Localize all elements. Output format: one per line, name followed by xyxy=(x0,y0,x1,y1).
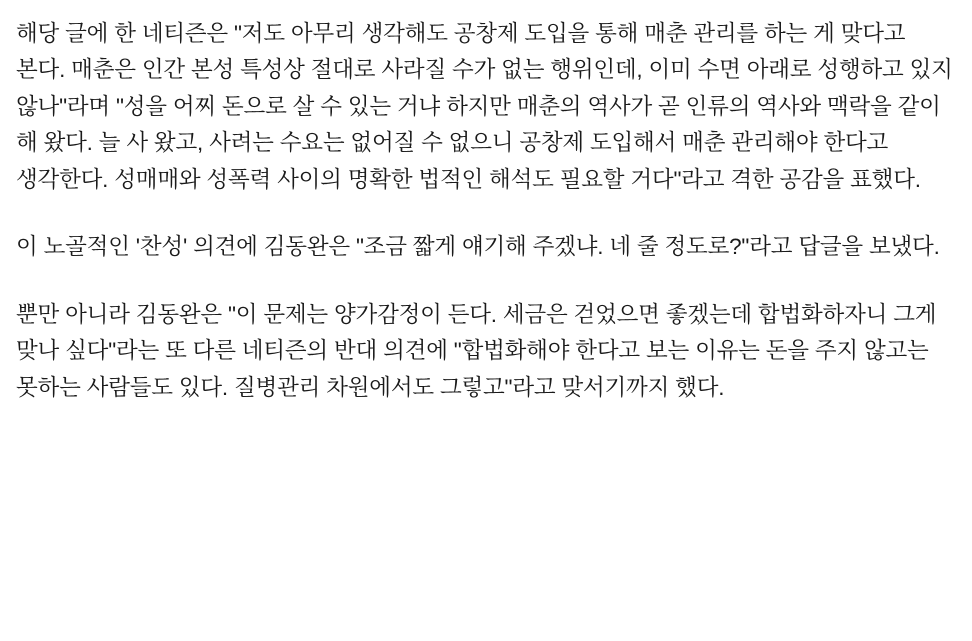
article-paragraph-3: 뿐만 아니라 김동완은 "이 문제는 양가감정이 든다. 세금은 걷었으면 좋겠는데 합법화하자니 그게 맞나 싶다"라는 또 다른 네티즌의 반대 의견에 "합법화해야 한다고 보는 이유는 돈을 주지 않고는 못하는 사람들도 있다. 질병관리 차원에서도 그렇고"라고 맞서기까지 했다. xyxy=(16,301,937,400)
article-paragraph-1: 해당 글에 한 네티즌은 "저도 아무리 생각해도 공창제 도입을 통해 매춘 관리를 하는 게 맞다고 본다. 매춘은 인간 본성 특성상 절대로 사라질 수가 없는 행위인데, 이미 수면 아래로 성행하고 있지 않나"라며 "성을 어찌 돈으로 살 수 있는 거냐 하지만 매춘의 역사가 곧 인류의 역사와 맥락을 같이 해 왔다. 늘 사 왔고, 사려는 수요는 없어질 수 없으니 공창제 도입해서 매춘 관리해야 한다고 생각한다. 성매매와 성폭력 사이의 명확한 법적인 해석도 필요할 거다"라고 격한 공감을 표했다. xyxy=(16,21,953,192)
article-paragraph-2: 이 노골적인 '찬성' 의견에 김동완은 "조금 짧게 얘기해 주겠냐. 네 줄 정도로?"라고 답글을 보냈다. xyxy=(16,234,940,260)
